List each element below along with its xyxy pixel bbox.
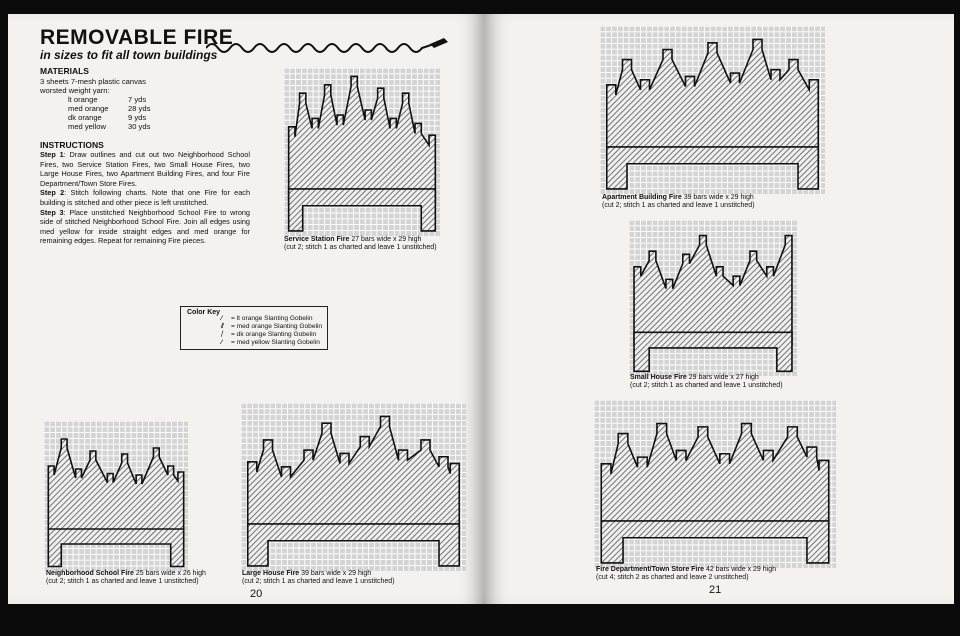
yarn-name: med yellow xyxy=(68,122,106,131)
small-house-fire-chart xyxy=(629,220,797,376)
step-text: : Place unstitched Neighborhood School Fire to wrong side of stitched Neighborhood School Fire. Join all edges using med yellow for inside straight edges and med orange for remaining edges. Repeat for remaining Fire pieces. xyxy=(40,207,250,246)
step-label: Step 1 xyxy=(40,150,64,159)
materials-line: worsted weight yarn: xyxy=(40,86,110,95)
step-text: : Draw outlines and cut out two Neighborhood School Fires, two Service Station Fires, two Small House Fires, two Large House Fires, two Apartment Building Fires, and four Fire Department/Town Store Fires. xyxy=(40,150,250,188)
color-key-box xyxy=(180,306,328,350)
large-house-fire-caption: Large House Fire 39 bars wide x 29 high (cut 2; stitch 1 as charted and leave 1 unstitched) xyxy=(242,570,395,585)
yarn-amount: 28 yds xyxy=(128,104,151,113)
yarn-amount: 7 yds xyxy=(128,95,147,104)
yarn-amount: 9 yds xyxy=(128,113,147,122)
step-label: Step 2 xyxy=(40,188,65,198)
page-subtitle: in sizes to fit all town buildings xyxy=(40,48,218,62)
apartment-building-fire-chart xyxy=(600,26,825,194)
color-key-item: ⁄ = lt orange Slanting Gobelin xyxy=(221,315,313,322)
neighborhood-school-fire-chart xyxy=(44,421,188,571)
materials-heading: MATERIALS xyxy=(40,66,89,76)
yarn-name: med orange xyxy=(68,104,109,113)
neighborhood-school-fire-caption: Neighborhood School Fire 25 bars wide x 26 high (cut 2; stitch 1 as charted and leave 1 unstitched) xyxy=(46,570,206,585)
left-page xyxy=(8,14,484,604)
large-house-fire-chart xyxy=(241,403,466,571)
color-key-title: Color Key xyxy=(187,309,221,316)
right-page xyxy=(484,14,954,604)
stitch-symbol-icon: ∕ xyxy=(221,339,223,346)
stitch-symbol-icon: ⫽ xyxy=(221,323,224,330)
stitch-symbol-icon: ⁄ xyxy=(221,315,223,322)
fire-department-town-store-fire-chart xyxy=(594,400,836,568)
color-key-item: ⫽ = med orange Slanting Gobelin xyxy=(221,323,323,330)
step-text: : Stitch following charts. Note that one Fire for each building is stitched and other piece is left unstitched. xyxy=(40,188,250,207)
service-station-fire-chart xyxy=(284,68,440,236)
color-key-item: ∕ = med yellow Slanting Gobelin xyxy=(221,339,320,346)
squiggle-flame-line-decoration xyxy=(206,36,456,58)
page-title: REMOVABLE FIRE xyxy=(40,26,234,49)
materials-line: 3 sheets 7-mesh plastic canvas xyxy=(40,77,146,86)
fire-department-town-store-fire-caption: Fire Department/Town Store Fire 42 bars wide x 29 high (cut 4; stitch 2 as charted and leave 2 unstitched) xyxy=(596,566,776,581)
page-number-right: 21 xyxy=(709,584,722,596)
small-house-fire-caption: Small House Fire 29 bars wide x 27 high (cut 2; stitch 1 as charted and leave 1 unstitched) xyxy=(630,374,783,389)
service-station-fire-caption: Service Station Fire 27 bars wide x 29 high (cut 2; stitch 1 as charted and leave 1 unstitched) xyxy=(284,236,437,251)
yarn-name: lt orange xyxy=(68,95,98,104)
yarn-amount: 30 yds xyxy=(128,122,151,131)
step-label: Step 3 xyxy=(40,207,64,217)
color-key-item: ⧸ = dk orange Slanting Gobelin xyxy=(221,331,317,338)
instructions-text xyxy=(40,150,250,246)
apartment-building-fire-caption: Apartment Building Fire 39 bars wide x 29 high (cut 2; stitch 1 as charted and leave 1 unstitched) xyxy=(602,194,755,209)
stitch-symbol-icon: ⧸ xyxy=(221,331,224,338)
instructions-heading: INSTRUCTIONS xyxy=(40,140,104,150)
yarn-name: dk orange xyxy=(68,113,102,122)
page-number-left: 20 xyxy=(250,588,263,600)
